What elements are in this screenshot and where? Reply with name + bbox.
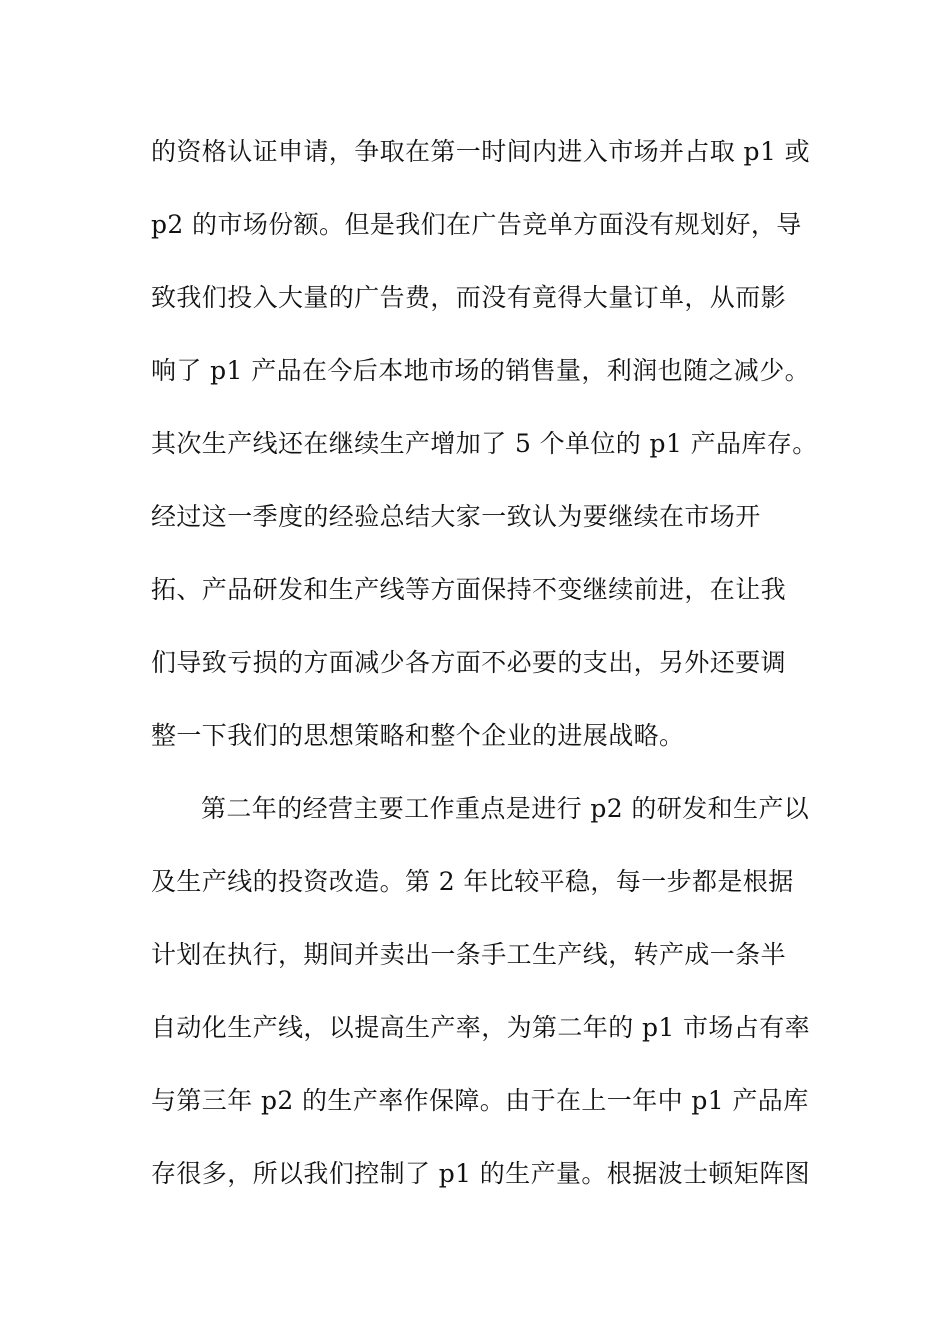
text-line: 拓、产品研发和生产线等方面保持不变继续前进，在让我	[151, 575, 787, 604]
text-line: 计划在执行，期间并卖出一条手工生产线，转产成一条半	[151, 940, 787, 969]
text-line: 及生产线的投资改造。第 2 年比较平稳，每一步都是根据	[151, 867, 794, 896]
text-line: 响了 p1 产品在今后本地市场的销售量，利润也随之减少。	[151, 356, 811, 385]
text-line: p2 的市场份额。但是我们在广告竞单方面没有规划好，导	[151, 210, 802, 239]
paragraph-first-line: 第二年的经营主要工作重点是进行 p2 的研发和生产以	[201, 794, 810, 823]
text-line: 与第三年 p2 的生产率作保障。由于在上一年中 p1 产品库	[151, 1086, 809, 1115]
text-line: 经过这一季度的经验总结大家一致认为要继续在市场开	[151, 502, 761, 531]
text-line: 致我们投入大量的广告费，而没有竟得大量订单，从而影	[151, 283, 787, 312]
text-line: 存很多，所以我们控制了 p1 的生产量。根据波士顿矩阵图	[151, 1159, 811, 1188]
text-line: 自动化生产线，以提高生产率，为第二年的 p1 市场占有率	[151, 1013, 811, 1042]
text-line: 们导致亏损的方面减少各方面不必要的支出，另外还要调	[151, 648, 787, 677]
text-line: 其次生产线还在继续生产增加了 5 个单位的 p1 产品库存。	[151, 429, 818, 458]
text-line: 的资格认证申请，争取在第一时间内进入市场并占取 p1 或	[151, 137, 811, 166]
text-line: 整一下我们的思想策略和整个企业的进展战略。	[151, 721, 685, 750]
